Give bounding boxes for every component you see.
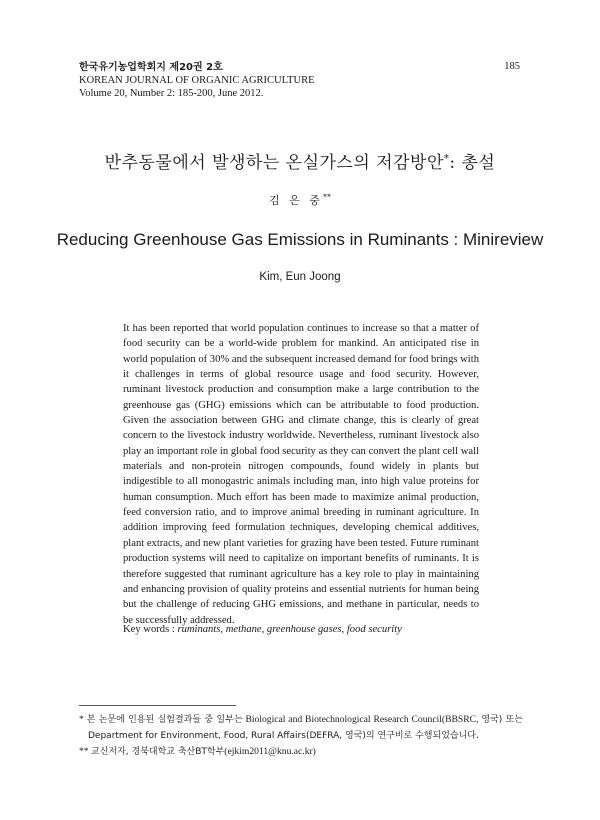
page-number: 185 [504, 61, 520, 72]
footnote-correspondence-email: (ejkim2011@knu.ac.kr) [224, 746, 316, 757]
journal-name-english: KOREAN JOURNAL OF ORGANIC AGRICULTURE [79, 75, 315, 86]
title-korean-text: 반추동물에서 발생하는 온실가스의 저감방안 [104, 153, 444, 173]
footnote-funding [79, 712, 523, 744]
author-footnote-mark: ** [322, 192, 331, 202]
keywords-label: Key words : [123, 624, 175, 635]
title-footnote-mark: * [443, 153, 450, 165]
footnote-funding-en-a: Biological and Biotechnological Research Council(BBSRC, [245, 714, 482, 725]
footnote-correspondence [79, 744, 523, 760]
journal-header [79, 61, 315, 100]
footnote-funding-kr-a: 본 논문에 인용된 실험결과들 중 일부는 [86, 715, 243, 725]
abstract: It has been reported that world population continues to increase so that a matter of food security can be a world-wide problem for mankind. An anticipated rise in world population of 30% and the subsequent increased demand for food brings with it challenges in terms of global resource usage and food security. However, ruminant livestock production and consumption make a large contribution to the greenhouse gas (GHG) emissions which can be attributable to food production. Given the association between GHG and climate change, this is clearly of great concern to the livestock industry worldwide. Nevertheless, ruminant livestock also play an important role in global food security as they can convert the plant cell wall materials and non-protein nitrogen compounds, found widely in plants but indigestible to all monogastric animals including man, into high value proteins for human consumption. Much effort has been made to maximize animal production, feed conversion ratio, and to improve animal breeding in ruminant agriculture. In addition improving feed formulation techniques, developing chemical additives, plant extracts, and new plant varieties for grazing have been tested. Future ruminant production systems will need to capitalize on important benefits of ruminants. It is therefore suggested that ruminant agriculture has a key role to play in maintaining and enhancing provision of quality proteins and essential nutrients for human being but the challenge of reducing GHG emissions, and methane in particular, needs to be successfully addressed. [123, 323, 479, 626]
footnote-funding-mark: * [79, 714, 84, 725]
keywords-list: ruminants, methane, greenhouse gases, food security [177, 624, 402, 635]
volume-info: Volume 20, Number 2: 185-200, June 2012. [79, 88, 264, 99]
footnote-correspondence-kr: 교신저자, 경북대학교 축산BT학부 [91, 747, 225, 757]
footnote-correspondence-mark: ** [79, 746, 89, 757]
footnote-funding-kr-b: 영국 [481, 715, 499, 725]
author-english: Kim, Eun Joong [259, 271, 341, 283]
footnotes [79, 712, 523, 760]
title-korean [0, 148, 600, 173]
footnote-funding-kr-c: 영국)의 연구비로 수행되었습니다. [345, 731, 479, 741]
title-korean-suffix: : 총설 [449, 153, 496, 173]
author-korean [0, 192, 600, 208]
title-english: Reducing Greenhouse Gas Emissions in Ruminants : Minireview [56, 230, 544, 249]
footnote-divider [79, 705, 236, 706]
footnote-funding-en-b: ) 또는 Department for Environment, Food, Rural Affairs(DEFRA, [88, 715, 523, 741]
keywords [123, 624, 402, 635]
journal-name-korean: 한국유기농업학회지 제20권 2호 [79, 62, 223, 73]
author-korean-name: 김 은 중 [269, 194, 323, 207]
